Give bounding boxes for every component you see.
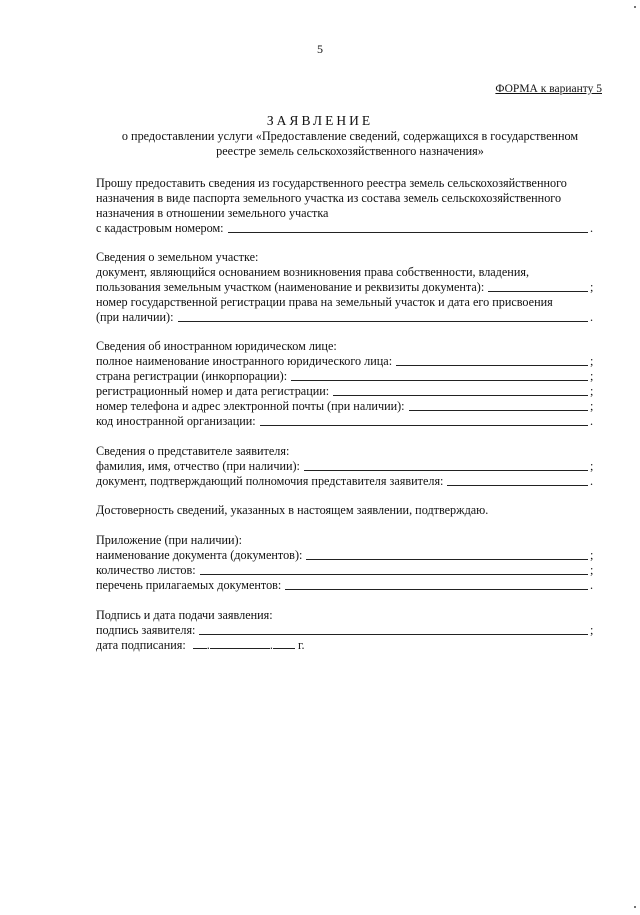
foreign-contacts-line[interactable] bbox=[409, 409, 588, 411]
land-document-label: пользования земельным участком (наименование и реквизиты документа): bbox=[96, 280, 485, 294]
attachment-name-line[interactable] bbox=[306, 558, 588, 560]
attachment-sheets-label: количество листов: bbox=[96, 563, 196, 577]
foreign-regnum-label: регистрационный номер и дата регистрации: bbox=[96, 384, 330, 398]
request-line-3: назначения в отношении земельного участка bbox=[96, 206, 329, 220]
foreign-regnum-line[interactable] bbox=[333, 394, 588, 396]
subtitle-line-1: о предоставлении услуги «Предоставление сведений, содержащихся в государственном bbox=[121, 129, 579, 143]
applicant-signature-label: подпись заявителя: bbox=[96, 623, 196, 637]
foreign-code-label: код иностранной организации: bbox=[96, 414, 256, 428]
foreign-country-line[interactable] bbox=[291, 379, 588, 381]
attachment-name-field[interactable]: наименование документа (документов): ; bbox=[96, 548, 594, 562]
representative-document-field[interactable]: документ, подтверждающий полномочия представителя заявителя: . bbox=[96, 474, 594, 488]
form-reference: ФОРМА к варианту 5 bbox=[495, 83, 602, 95]
cadastral-number-line[interactable] bbox=[228, 231, 588, 233]
representative-section-heading: Сведения о представителе заявителя: bbox=[96, 444, 290, 458]
foreign-name-field[interactable]: полное наименование иностранного юридического лица: ; bbox=[96, 354, 594, 368]
foreign-country-field[interactable]: страна регистрации (инкорпорации): ; bbox=[96, 369, 594, 383]
foreign-contacts-label: номер телефона и адрес электронной почты (при наличии): bbox=[96, 399, 405, 413]
applicant-signature-line[interactable] bbox=[199, 633, 588, 635]
representative-name-label: фамилия, имя, отчество (при наличии): bbox=[96, 459, 300, 473]
representative-document-line[interactable] bbox=[447, 484, 588, 486]
year-suffix: г. bbox=[297, 638, 305, 652]
land-document-field[interactable]: пользования земельным участком (наименование и реквизиты документа): ; bbox=[96, 280, 594, 294]
scan-speck bbox=[634, 906, 636, 908]
foreign-section-heading: Сведения об иностранном юридическом лице: bbox=[96, 339, 337, 353]
signing-date-month-line[interactable] bbox=[210, 638, 270, 649]
representative-name-field[interactable]: фамилия, имя, отчество (при наличии): ; bbox=[96, 459, 594, 473]
land-registration-field[interactable]: (при наличии): . bbox=[96, 310, 594, 324]
attachment-list-field[interactable]: перечень прилагаемых документов: . bbox=[96, 578, 594, 592]
attachment-list-line[interactable] bbox=[285, 588, 588, 590]
signing-date-year-line[interactable] bbox=[273, 638, 295, 649]
foreign-code-field[interactable]: код иностранной организации: . bbox=[96, 414, 594, 428]
representative-name-line[interactable] bbox=[304, 469, 588, 471]
representative-document-label: документ, подтверждающий полномочия представителя заявителя: bbox=[96, 474, 444, 488]
request-line-1: Прошу предоставить сведения из государственного реестра земель сельскохозяйственного bbox=[96, 176, 567, 190]
attachment-name-label: наименование документа (документов): bbox=[96, 548, 303, 562]
request-line-2: назначения в виде паспорта земельного участка из состава земель сельскохозяйственного bbox=[96, 191, 562, 205]
attachment-sheets-field[interactable]: количество листов: ; bbox=[96, 563, 594, 577]
attachment-list-label: перечень прилагаемых документов: bbox=[96, 578, 282, 592]
attachment-section-heading: Приложение (при наличии): bbox=[96, 533, 242, 547]
signing-date-field[interactable]: дата подписания: . . г. bbox=[96, 638, 305, 652]
land-section-heading: Сведения о земельном участке: bbox=[96, 250, 259, 264]
document-subtitle bbox=[92, 129, 608, 159]
page-number: 5 bbox=[317, 42, 323, 56]
confirmation-text: Достоверность сведений, указанных в настоящем заявлении, подтверждаю. bbox=[96, 503, 489, 517]
foreign-contacts-field[interactable]: номер телефона и адрес электронной почты (при наличии): ; bbox=[96, 399, 594, 413]
applicant-signature-field[interactable]: подпись заявителя: ; bbox=[96, 623, 594, 637]
foreign-name-label: полное наименование иностранного юридического лица: bbox=[96, 354, 393, 368]
cadastral-number-field[interactable]: с кадастровым номером: . bbox=[96, 221, 594, 235]
document-title: ЗАЯВЛЕНИЕ bbox=[266, 113, 374, 128]
signing-date-label: дата подписания: bbox=[96, 638, 186, 652]
foreign-country-label: страна регистрации (инкорпорации): bbox=[96, 369, 288, 383]
land-registration-label: (при наличии): bbox=[96, 310, 174, 324]
foreign-name-line[interactable] bbox=[396, 364, 588, 366]
land-document-line[interactable] bbox=[488, 290, 588, 292]
land-doc-line-1: документ, являющийся основанием возникновения права собственности, владения, bbox=[96, 265, 529, 279]
scan-speck bbox=[634, 6, 636, 8]
signature-section-heading: Подпись и дата подачи заявления: bbox=[96, 608, 273, 622]
land-registration-line[interactable] bbox=[178, 320, 588, 322]
attachment-sheets-line[interactable] bbox=[200, 573, 588, 575]
subtitle-line-2: реестре земель сельскохозяйственного назначения» bbox=[216, 144, 484, 158]
foreign-regnum-field[interactable]: регистрационный номер и дата регистрации: ; bbox=[96, 384, 594, 398]
land-registration-line-1: номер государственной регистрации права на земельный участок и дата его присвоения bbox=[96, 295, 553, 309]
foreign-code-line[interactable] bbox=[260, 424, 588, 426]
cadastral-number-label: с кадастровым номером: bbox=[96, 221, 224, 235]
signing-date-day-line[interactable] bbox=[193, 638, 207, 649]
